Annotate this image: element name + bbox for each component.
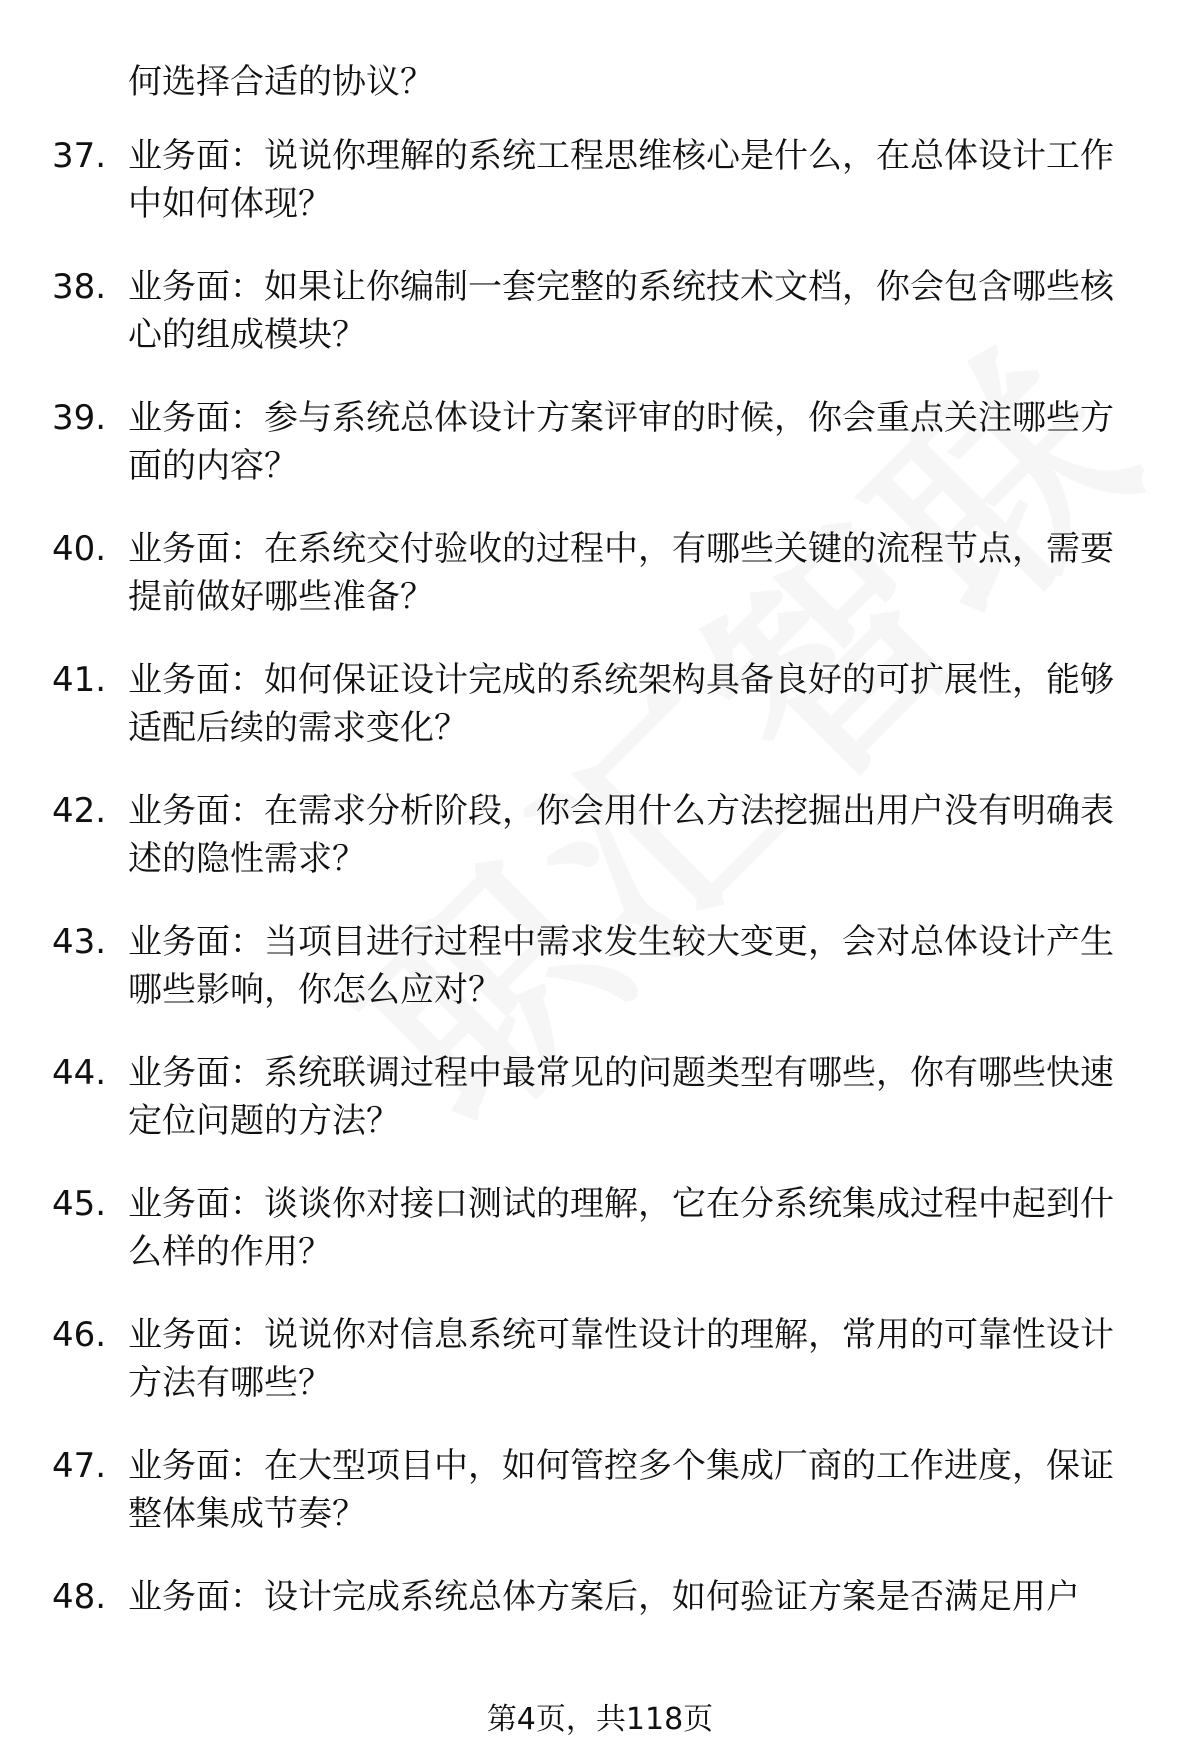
question-number: 46. xyxy=(52,1315,107,1355)
question-number: 43. xyxy=(52,922,107,962)
question-number: 47. xyxy=(52,1446,107,1486)
question-number: 39. xyxy=(52,398,107,438)
continuation-line: 何选择合适的协议？ xyxy=(128,62,434,102)
question-text: 业务面：在大型项目中，如何管控多个集成厂商的工作进度，保证整体集成节奏？ xyxy=(128,1446,1114,1534)
question-number: 42. xyxy=(52,791,107,831)
question-text: 业务面：如果让你编制一套完整的系统技术文档，你会包含哪些核心的组成模块？ xyxy=(128,267,1114,355)
page-footer: 第4页，共118页 xyxy=(486,1702,714,1737)
question-number: 44. xyxy=(52,1053,107,1093)
question-number: 48. xyxy=(52,1577,107,1617)
question-number: 40. xyxy=(52,529,107,569)
question-text: 业务面：系统联调过程中最常见的问题类型有哪些，你有哪些快速定位问题的方法？ xyxy=(128,1053,1114,1141)
question-text: 业务面：如何保证设计完成的系统架构具备良好的可扩展性，能够适配后续的需求变化？ xyxy=(128,660,1114,748)
question-text: 业务面：谈谈你对接口测试的理解，它在分系统集成过程中起到什么样的作用？ xyxy=(128,1184,1114,1272)
question-text: 业务面：当项目进行过程中需求发生较大变更，会对总体设计产生哪些影响，你怎么应对？ xyxy=(128,922,1114,1010)
question-text: 业务面：说说你对信息系统可靠性设计的理解，常用的可靠性设计方法有哪些？ xyxy=(128,1315,1114,1403)
question-number: 41. xyxy=(52,660,107,700)
question-text: 业务面：在系统交付验收的过程中，有哪些关键的流程节点，需要提前做好哪些准备？ xyxy=(128,529,1114,617)
question-number: 38. xyxy=(52,267,107,307)
question-text: 业务面：说说你理解的系统工程思维核心是什么，在总体设计工作中如何体现？ xyxy=(128,136,1114,224)
question-text: 业务面：在需求分析阶段，你会用什么方法挖掘出用户没有明确表述的隐性需求？ xyxy=(128,791,1114,879)
question-number: 45. xyxy=(52,1184,107,1224)
question-text: 业务面：设计完成系统总体方案后，如何验证方案是否满足用户 xyxy=(128,1577,1080,1617)
question-number: 37. xyxy=(52,136,107,176)
question-text: 业务面：参与系统总体设计方案评审的时候，你会重点关注哪些方面的内容？ xyxy=(128,398,1114,486)
